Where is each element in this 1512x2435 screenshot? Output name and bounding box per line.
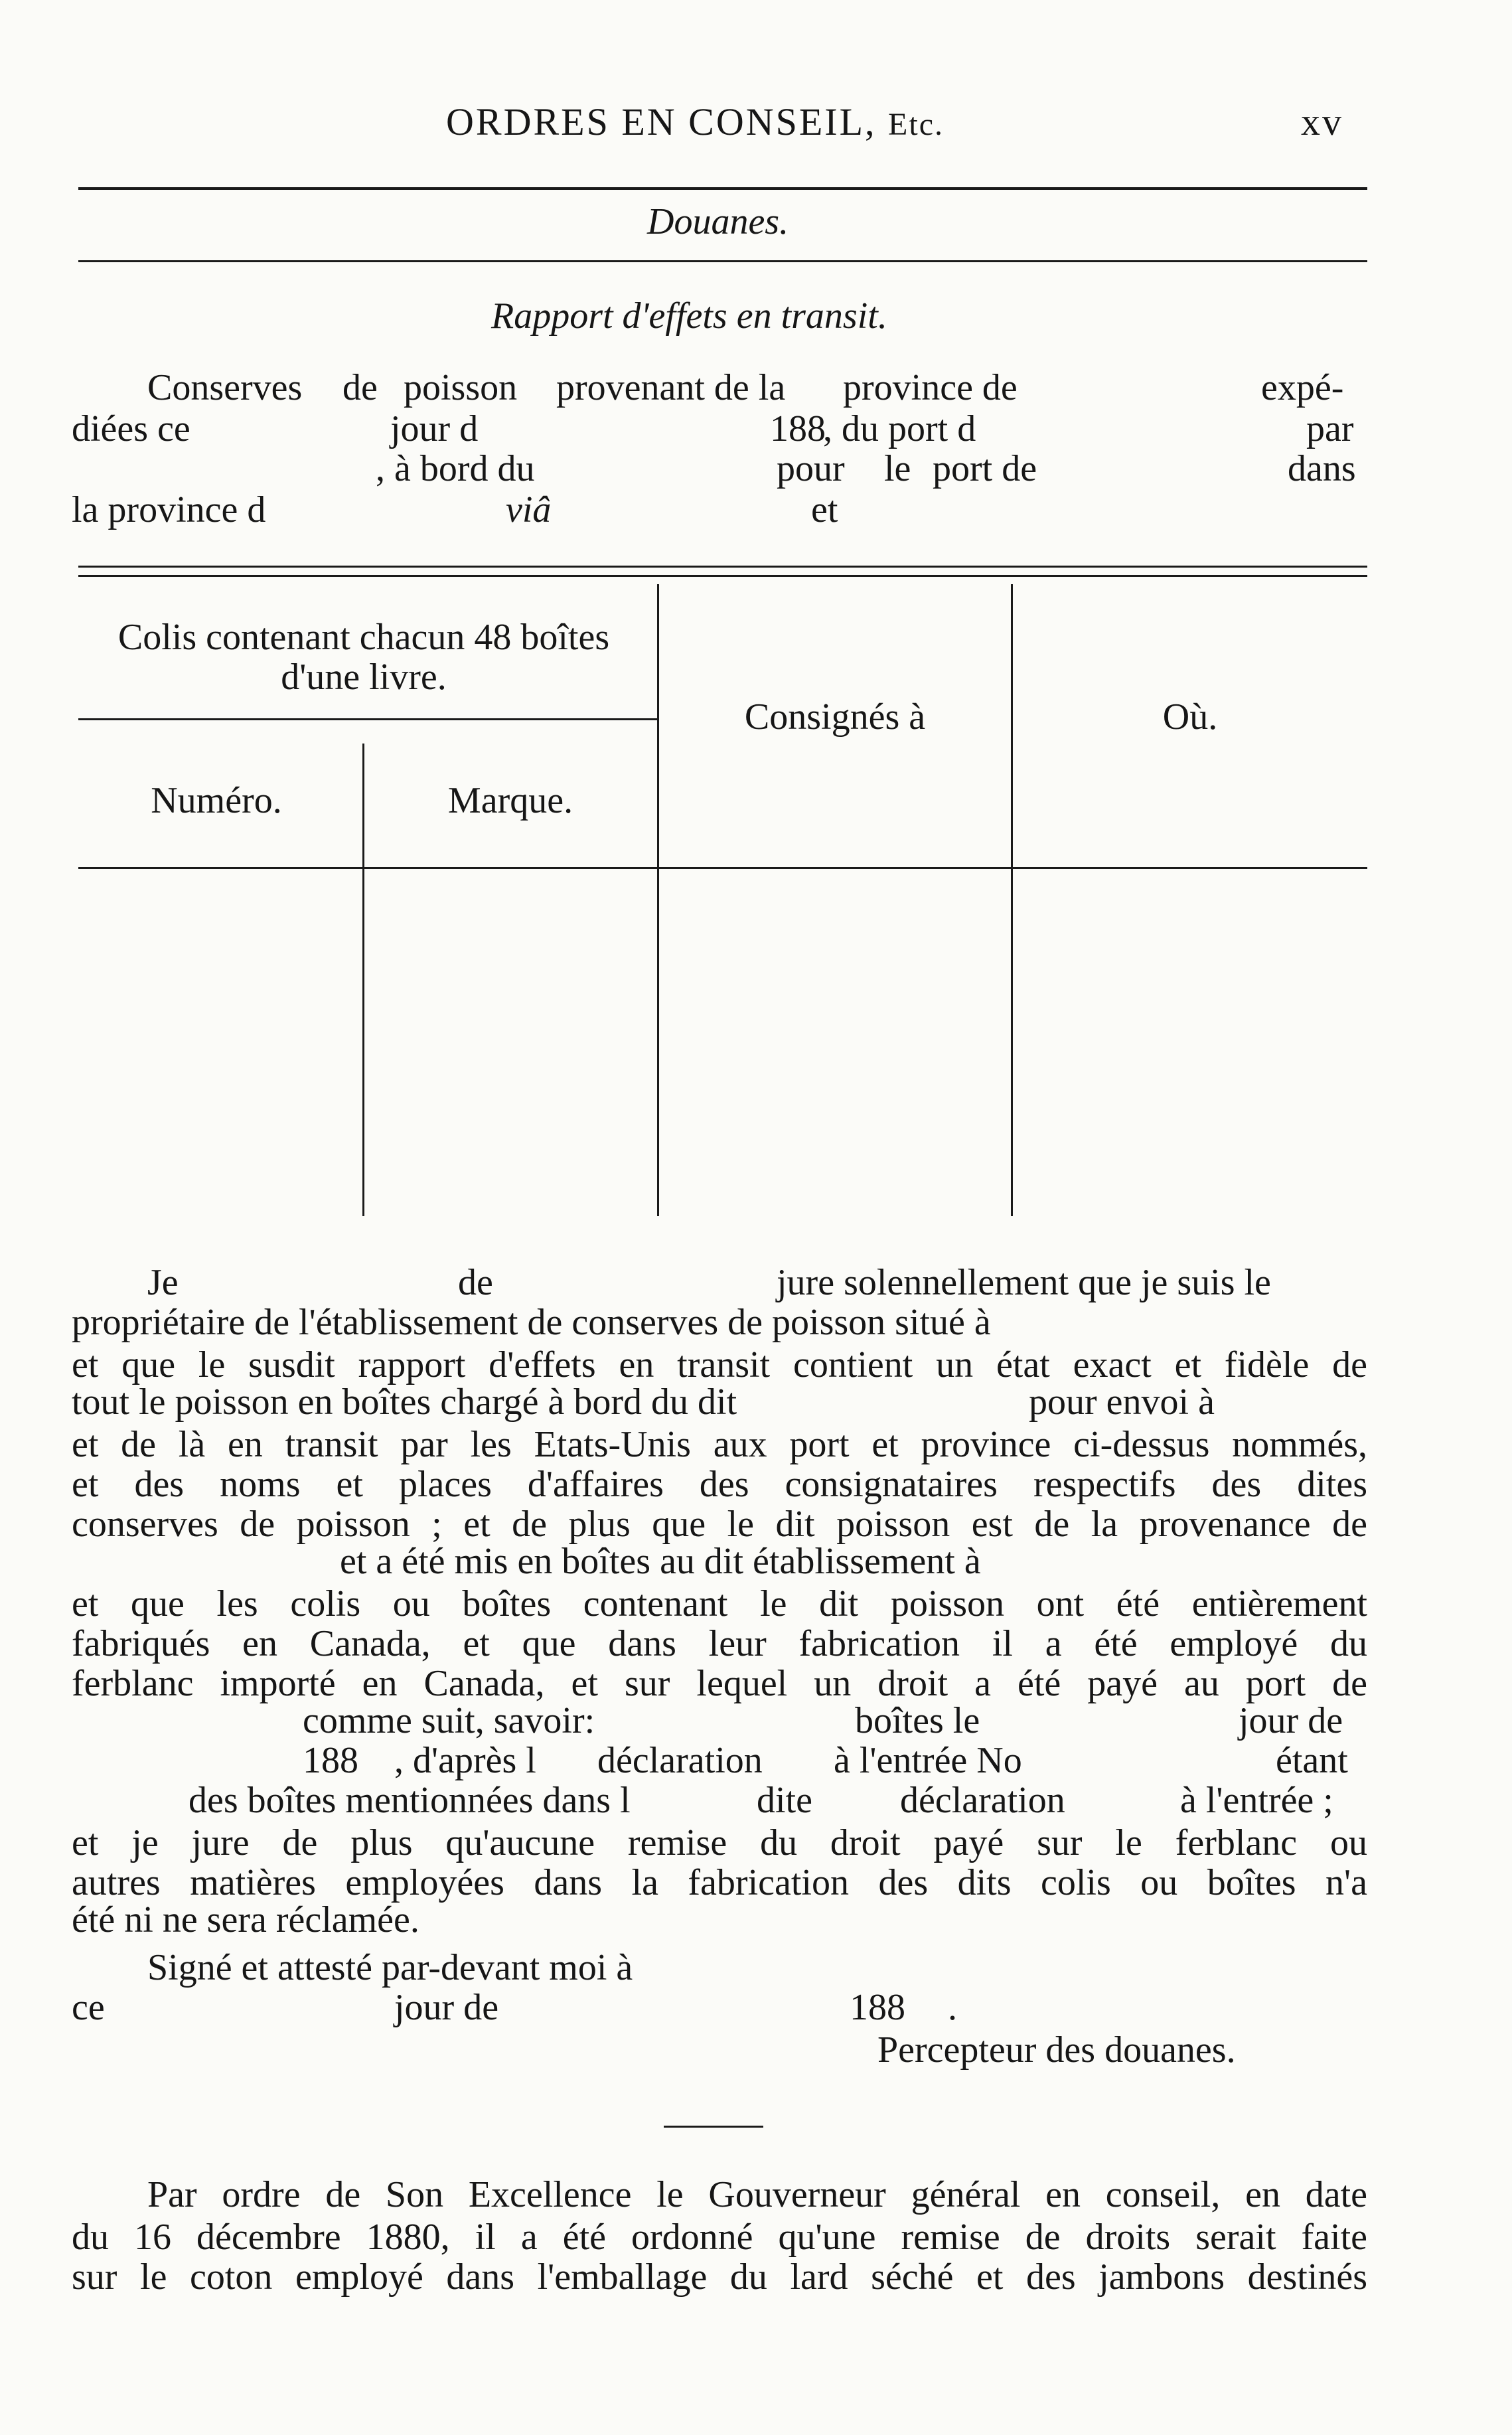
- intro-word: expé-: [1261, 367, 1344, 408]
- closing-line: du 16 décembre 1880, il a été ordonné qu'une remise de droits serait faite: [72, 2217, 1367, 2258]
- intro-word: , à bord du: [376, 448, 535, 489]
- oath-line: été ni ne sera réclamée.: [72, 1899, 419, 1940]
- oath-line: et que le susdit rapport d'effets en transit contient un état exact et fidèle de: [72, 1344, 1367, 1385]
- oath-line: propriétaire de l'établissement de conserves de poisson situé à: [72, 1302, 991, 1343]
- intro-word: , du port d: [823, 408, 976, 449]
- form-title: Rapport d'effets en transit.: [491, 295, 887, 337]
- oath-word: déclaration: [597, 1740, 763, 1781]
- oath-word: de: [458, 1262, 493, 1303]
- section-title: Douanes.: [647, 201, 789, 242]
- oath-line: et a été mis en boîtes au dit établissement à: [340, 1541, 981, 1582]
- intro-word: la province d: [72, 489, 266, 530]
- signature-officer: Percepteur des douanes.: [877, 2029, 1236, 2071]
- header-title: ORDRES EN CONSEIL,: [446, 100, 877, 143]
- signature-word: jour de: [394, 1987, 499, 2028]
- intro-word: jour d: [390, 408, 479, 449]
- oath-word: comme suit, savoir:: [303, 1700, 595, 1741]
- oath-word: boîtes le: [855, 1700, 980, 1741]
- section-divider: [664, 2126, 763, 2128]
- oath-line: et de là en transit par les Etats-Unis aux port et province ci-dessus nommés,: [72, 1424, 1367, 1465]
- signature-attest: Signé et attesté par-devant moi à: [147, 1947, 633, 1988]
- col-group-header-line2: d'une livre.: [281, 657, 447, 698]
- running-header: [446, 100, 944, 144]
- oath-word: étant: [1276, 1740, 1348, 1781]
- intro-word: de: [342, 367, 378, 408]
- intro-word: port de: [933, 448, 1037, 489]
- header-rule-bottom: [78, 260, 1367, 262]
- oath-line: et des noms et places d'affaires des consignataires respectifs des dites: [72, 1464, 1367, 1505]
- col-header-numero: Numéro.: [151, 780, 282, 821]
- intro-word-via: viâ: [506, 489, 552, 530]
- oath-word: jure solennellement que je suis le: [777, 1262, 1271, 1303]
- table-vline-ou: [1011, 584, 1013, 1216]
- oath-word: pour envoi à: [1029, 1381, 1215, 1423]
- oath-word: Je: [147, 1262, 179, 1303]
- oath-word: dite: [757, 1780, 812, 1821]
- table-header-rule: [78, 867, 1367, 869]
- signature-word: .: [948, 1987, 957, 2028]
- closing-line: Par ordre de Son Excellence le Gouverneur général en conseil, en date: [147, 2174, 1367, 2215]
- oath-line: et que les colis ou boîtes contenant le dit poisson ont été entièrement: [72, 1583, 1367, 1624]
- oath-line: ferblanc importé en Canada, et sur lequel un droit a été payé au port de: [72, 1663, 1367, 1704]
- intro-word: par: [1306, 408, 1354, 449]
- oath-word: des boîtes mentionnées dans l: [189, 1780, 631, 1821]
- oath-line: fabriqués en Canada, et que dans leur fabrication il a été employé du: [72, 1623, 1367, 1664]
- intro-word: dans: [1288, 448, 1356, 489]
- closing-line: sur le coton employé dans l'emballage du lard séché et des jambons destinés: [72, 2256, 1367, 2298]
- oath-word: 188: [303, 1740, 358, 1781]
- intro-word: poisson: [404, 367, 518, 408]
- intro-word: diées ce: [72, 408, 190, 449]
- intro-word: provenant de la: [556, 367, 786, 408]
- intro-word: Conserves: [147, 367, 303, 408]
- signature-word: ce: [72, 1987, 105, 2028]
- table-vline-consignes: [657, 584, 659, 1216]
- col-group-header-line1: Colis contenant chacun 48 boîtes: [117, 617, 610, 658]
- col-header-consignes: Consignés à: [744, 696, 926, 738]
- intro-word: 188: [770, 408, 826, 449]
- header-rule-top: [78, 187, 1367, 190]
- intro-word: pour: [777, 448, 845, 489]
- oath-word: à l'entrée ;: [1180, 1780, 1333, 1821]
- intro-word: province de: [843, 367, 1018, 408]
- intro-word: et: [811, 489, 838, 530]
- intro-word: le: [884, 448, 911, 489]
- signature-word: 188: [850, 1987, 905, 2028]
- oath-word: à l'entrée No: [834, 1740, 1022, 1781]
- table-rule-top-2: [78, 575, 1367, 577]
- oath-line: et je jure de plus qu'aucune remise du droit payé sur le ferblanc ou: [72, 1822, 1367, 1863]
- oath-line: conserves de poisson ; et de plus que le dit poisson est de la provenance de: [72, 1504, 1367, 1545]
- oath-line: autres matières employées dans la fabrication des dits colis ou boîtes n'a: [72, 1862, 1367, 1903]
- oath-word: déclaration: [900, 1780, 1065, 1821]
- table-group-rule: [78, 718, 657, 720]
- table-rule-top-1: [78, 566, 1367, 568]
- oath-word: tout le poisson en boîtes chargé à bord du dit: [72, 1381, 737, 1423]
- col-header-marque: Marque.: [447, 780, 573, 821]
- oath-word: jour de: [1239, 1700, 1343, 1741]
- oath-word: , d'après l: [394, 1740, 536, 1781]
- header-title-etc: Etc.: [888, 107, 944, 142]
- page-number: xv: [1301, 100, 1343, 143]
- col-header-ou: Où.: [1162, 696, 1218, 738]
